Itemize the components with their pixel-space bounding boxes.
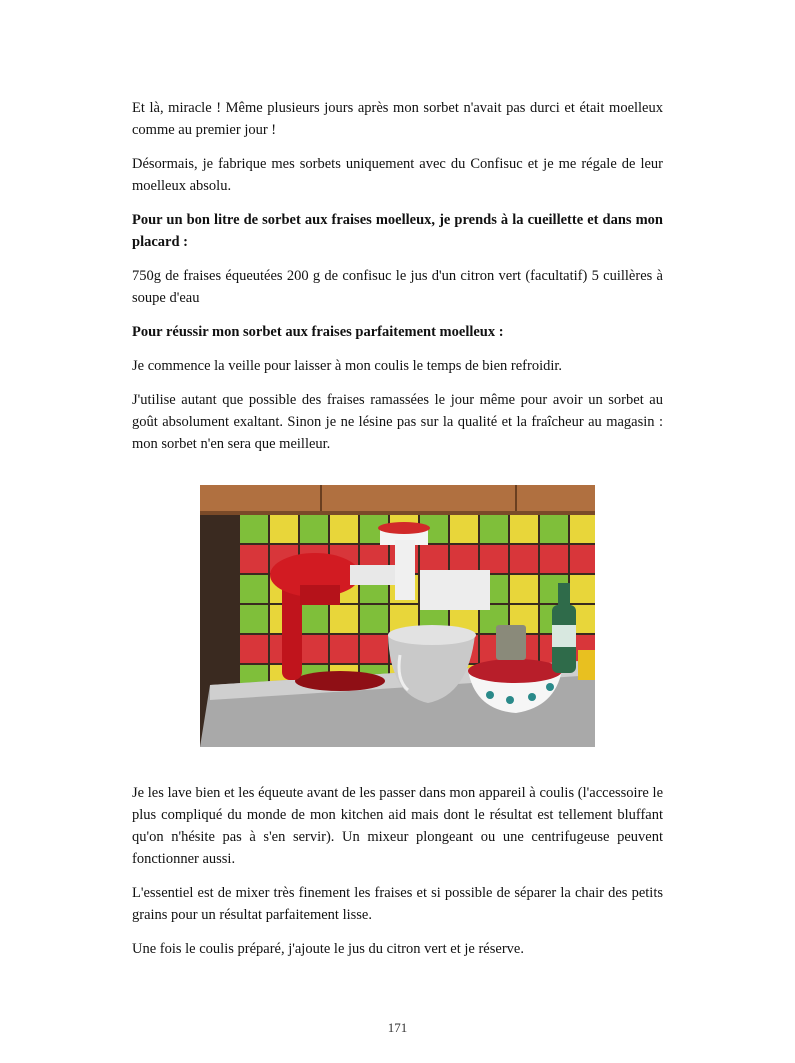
wall-tile (420, 545, 448, 573)
wall-tile (510, 515, 538, 543)
paragraph-5: Je les lave bien et les équeute avant de les passer dans mon appareil à coulis (l'accessoire le plus compliqué du monde de mon kitchen aid mais dont le résultat est tellement bluffant qu'on n'hésite pas à s'en servir). Un mixeur plongeant ou une centrifugeuse peuvent fonctionner aussi. (132, 785, 663, 867)
paragraph-4: J'utilise autant que possible des fraises ramassées le jour même pour avoir un sorbet au goût absolument exaltant. Sinon je ne lésine pas sur la qualité et la fraîcheur au magasin : mon sorbet n'en sera que meilleur. (132, 392, 663, 452)
kitchen-mixer-photo (200, 485, 595, 747)
wall-tile (480, 545, 508, 573)
wall-tile (330, 515, 358, 543)
wall-tile (540, 545, 568, 573)
wall-tile (510, 545, 538, 573)
wall-tile (450, 515, 478, 543)
wall-tile (240, 575, 268, 603)
wall-tile (360, 605, 388, 633)
wall-tile (330, 635, 358, 663)
kitchen-mixer-illustration (200, 485, 595, 747)
wall-tile (270, 515, 298, 543)
wall-tile (570, 545, 595, 573)
wall-tile (240, 515, 268, 543)
text-block-bottom (132, 782, 663, 972)
wall-tile (450, 545, 478, 573)
wall-tile (300, 515, 328, 543)
wall-tile (570, 575, 595, 603)
paragraph-1: Et là, miracle ! Même plusieurs jours après mon sorbet n'avait pas durci et était moelleux comme au premier jour ! (132, 100, 663, 138)
wall-tile (300, 605, 328, 633)
ingredients-list: 750g de fraises équeutées 200 g de confisuc le jus d'un citron vert (facultatif) 5 cuillères à soupe d'eau (132, 268, 663, 306)
wall-tile (360, 635, 388, 663)
wall-tile (540, 515, 568, 543)
page-number: 171 (387, 1020, 408, 1035)
paragraph-6: L'essentiel est de mixer très finement les fraises et si possible de séparer la chair des petits grains pour un résultat parfaitement lisse. (132, 885, 663, 923)
wall-tile (510, 575, 538, 603)
paragraph-3: Je commence la veille pour laisser à mon coulis le temps de bien refroidir. (132, 358, 563, 374)
wall-tile (480, 515, 508, 543)
wall-tile (240, 635, 268, 663)
method-heading: Pour réussir mon sorbet aux fraises parfaitement moelleux : (132, 324, 504, 340)
wall-tile (240, 545, 268, 573)
wall-tile (300, 635, 328, 663)
paragraph-2: Désormais, je fabrique mes sorbets uniquement avec du Confisuc et je me régale de leur moelleux absolu. (132, 156, 663, 194)
text-block-top (132, 97, 663, 467)
ingredients-heading: Pour un bon litre de sorbet aux fraises moelleux, je prends à la cueillette et dans mon placard : (132, 212, 663, 250)
wall-tile (570, 515, 595, 543)
paragraph-7: Une fois le coulis préparé, j'ajoute le jus du citron vert et je réserve. (132, 941, 524, 957)
wall-tile (330, 605, 358, 633)
wall-tile (240, 605, 268, 633)
